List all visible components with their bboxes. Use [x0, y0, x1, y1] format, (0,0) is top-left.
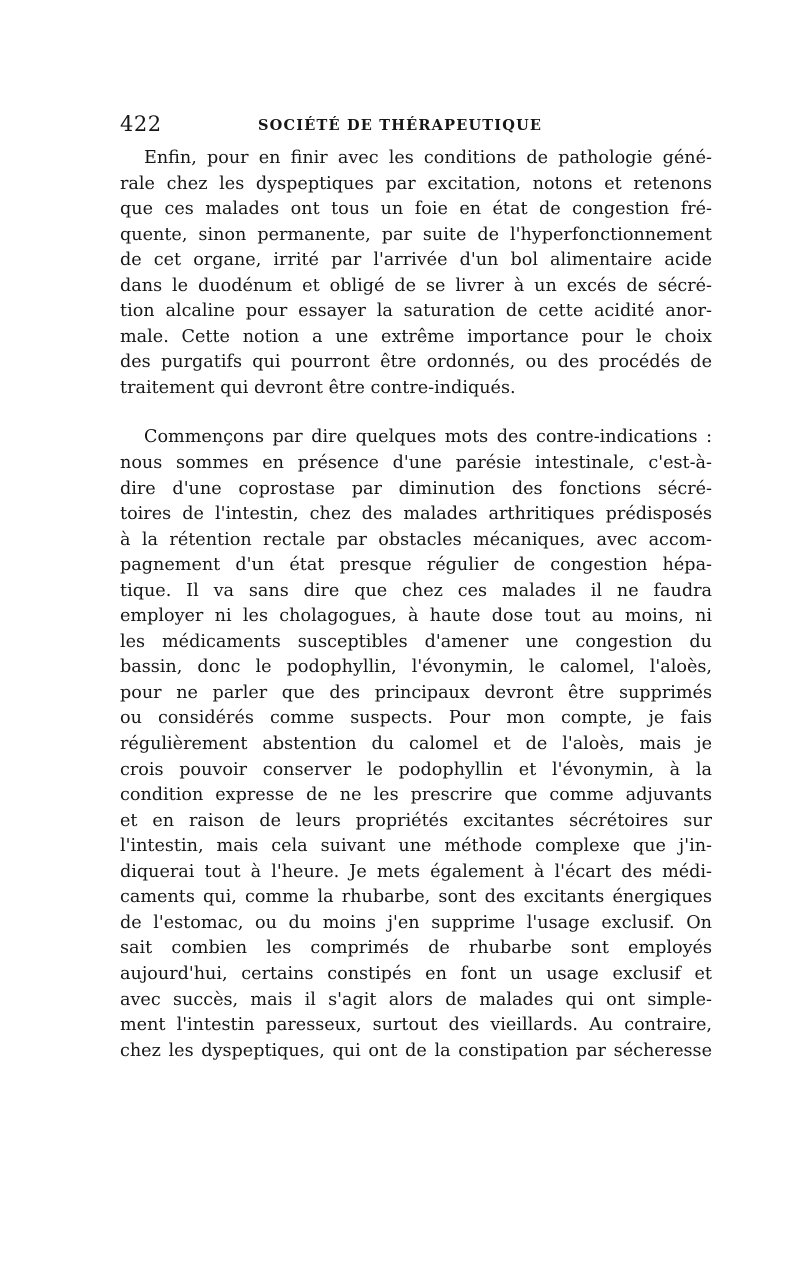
running-title: SOCIÉTÉ DE THÉRAPEUTIQUE: [258, 117, 543, 134]
text-line: employer ni les cholagogues, à haute dose tout au moins, ni: [120, 606, 712, 627]
text-line: quente, sinon permanente, par suite de l'hyperfonctionnement: [120, 224, 712, 245]
text-line: avec succès, mais il s'agit alors de malades qui ont simple-: [120, 989, 712, 1010]
text-line: l'intestin, mais cela suivant une méthode complexe que j'in-: [120, 836, 712, 857]
text-line: dire d'une coprostase par diminution des fonctions sécré-: [120, 478, 712, 499]
text-line: condition expresse de ne les prescrire que comme adjuvants: [120, 785, 712, 806]
paragraph: [120, 425, 712, 1064]
text-line: tique. Il va sans dire que chez ces malades il ne faudra: [120, 580, 712, 601]
paragraph: [120, 146, 712, 401]
text-line: sait combien les comprimés de rhubarbe sont employés: [120, 938, 712, 959]
text-line: male. Cette notion a une extrême importance pour le choix: [120, 326, 712, 347]
page-number: 422: [120, 112, 162, 136]
text-line: régulièrement abstention du calomel et de l'aloès, mais je: [120, 734, 712, 755]
text-line: diquerai tout à l'heure. Je mets également à l'écart des médi-: [120, 861, 712, 882]
text-line: les médicaments susceptibles d'amener une congestion du: [120, 631, 712, 652]
text-line: toires de l'intestin, chez des malades arthritiques prédisposés: [120, 504, 712, 525]
text-line: caments qui, comme la rhubarbe, sont des excitants énergiques: [120, 887, 712, 908]
text-line: nous sommes en présence d'une parésie intestinale, c'est-à-: [120, 453, 712, 474]
text-line: de cet organe, irrité par l'arrivée d'un bol alimentaire acide: [120, 250, 712, 271]
paragraph-gap: [120, 401, 712, 425]
text-line: chez les dyspeptiques, qui ont de la constipation par sécheresse: [120, 1040, 712, 1061]
text-line: pour ne parler que des principaux devront être supprimés: [120, 682, 712, 703]
text-line: que ces malades ont tous un foie en état de congestion fré-: [120, 199, 712, 220]
text-line: de l'estomac, ou du moins j'en supprime l'usage exclusif. On: [120, 912, 712, 933]
text-line: et en raison de leurs propriétés excitantes sécrétoires sur: [120, 810, 712, 831]
text-line: Enfin, pour en finir avec les conditions de pathologie géné-: [144, 148, 712, 168]
page-header: [120, 112, 710, 136]
text-line: ou considérés comme suspects. Pour mon compte, je fais: [120, 708, 712, 729]
text-line: traitement qui devront être contre-indiqués.: [120, 377, 516, 398]
text-line: tion alcaline pour essayer la saturation de cette acidité anor-: [120, 301, 712, 322]
text-line: aujourd'hui, certains constipés en font un usage exclusif et: [120, 963, 712, 984]
text-line: rale chez les dyspeptiques par excitation, notons et retenons: [120, 173, 712, 194]
text-line: pagnement d'un état presque régulier de congestion hépa-: [120, 555, 712, 576]
text-line: dans le duodénum et obligé de se livrer à un excés de sécré-: [120, 275, 712, 296]
text-line: ment l'intestin paresseux, surtout des vieillards. Au contraire,: [120, 1015, 712, 1036]
text-line: Commençons par dire quelques mots des contre-indications :: [144, 427, 712, 448]
text-line: à la rétention rectale par obstacles mécaniques, avec accom-: [120, 529, 712, 550]
text-line: bassin, donc le podophyllin, l'évonymin, le calomel, l'aloès,: [120, 657, 712, 678]
body-text: [120, 146, 712, 1064]
text-line: des purgatifs qui pourront être ordonnés, ou des procédés de: [120, 352, 712, 373]
text-line: crois pouvoir conserver le podophyllin et l'évonymin, à la: [120, 759, 712, 780]
